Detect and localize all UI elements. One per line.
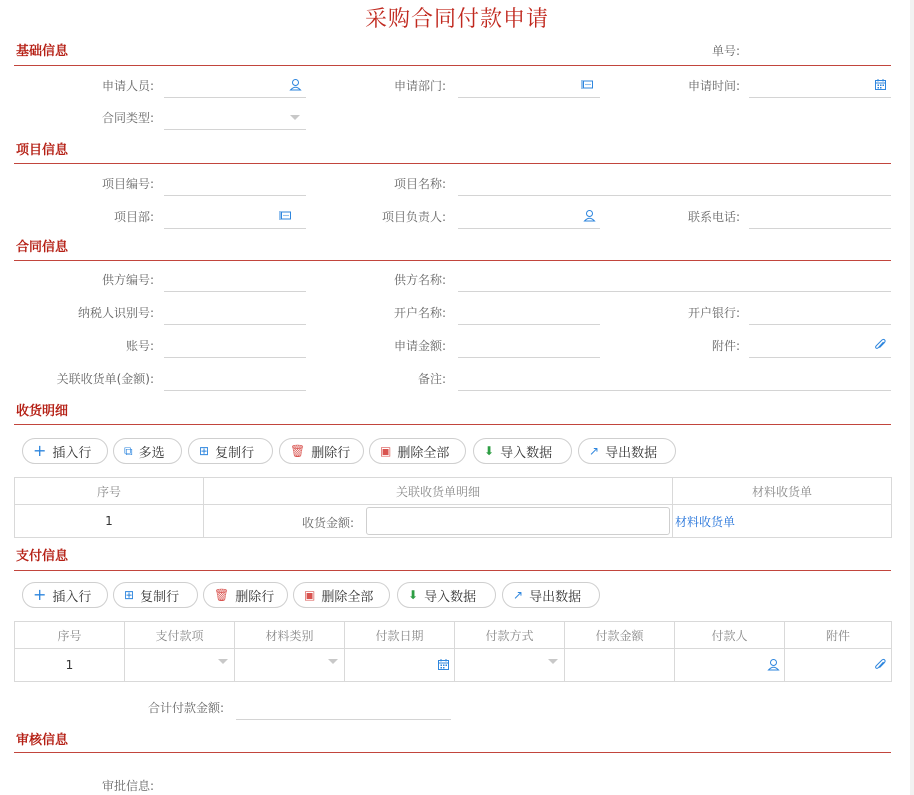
total-payment-label: 合计付款金额: [147,701,224,715]
material-receipt-link[interactable]: 材料收货单 [675,515,736,529]
org-picker-icon[interactable] [279,209,292,222]
project-code-field[interactable] [164,171,306,196]
amount-field[interactable] [458,333,600,358]
scrollbar[interactable] [910,0,914,795]
tax-id-label: 纳税人识别号: [77,306,154,320]
delete-all-icon: ▣ [304,588,316,602]
chevron-down-icon [218,659,228,664]
section-title-receipt: 收货明细 [16,404,69,419]
approval-label: 审批信息: [101,779,154,793]
payment-date-field[interactable] [345,649,455,682]
receipt-multi-select-button[interactable]: ⧉ 多选 [113,438,182,464]
remark-field[interactable] [458,366,891,391]
receipt-amount-input[interactable] [366,507,670,535]
copy-icon: ⊞ [124,588,135,602]
section-divider [14,260,891,261]
order-no-field[interactable] [749,38,891,62]
account-field[interactable] [164,333,306,358]
receipt-insert-row-button[interactable]: + 插入行 [22,438,108,464]
receipt-amount-label: 收货金额: [301,516,354,530]
column-header: 附件 [785,622,892,649]
org-picker-icon[interactable] [581,78,594,91]
trash-icon: 🗑︎ [290,444,306,458]
column-header: 支付款项 [125,622,235,649]
project-name-label: 项目名称: [393,177,446,191]
column-header: 付款方式 [455,622,565,649]
section-divider [14,570,891,571]
table-row [15,505,892,538]
chevron-down-icon [328,659,338,664]
material-category-select[interactable] [235,649,345,682]
row-index: 1 [15,649,125,682]
linked-receipt-field[interactable] [164,366,306,391]
payment-delete-all-button[interactable]: ▣ 删除全部 [293,582,390,608]
applicant-label: 申请人员: [101,79,154,93]
account-label: 账号: [125,339,154,353]
payment-delete-row-button[interactable]: 🗑︎ 删除行 [203,582,288,608]
receipt-table [14,477,892,538]
section-divider [14,752,891,753]
time-field[interactable] [749,73,891,98]
section-title-project: 项目信息 [16,143,69,158]
project-dept-field[interactable] [164,204,306,229]
column-header: 序号 [15,478,204,505]
export-icon: ↗ [513,588,524,602]
user-icon[interactable] [767,658,780,671]
supplier-name-label: 供方名称: [393,273,446,287]
table-header [15,622,892,649]
plus-icon: + [33,585,47,604]
calendar-icon[interactable] [437,658,450,671]
contract-type-select[interactable] [164,105,306,130]
payment-export-button[interactable]: ↗ 导出数据 [502,582,600,608]
paperclip-icon[interactable] [874,658,887,671]
project-manager-field[interactable] [458,204,600,229]
time-label: 申请时间: [687,79,740,93]
page-title: 采购合同付款申请 [364,7,549,32]
column-header: 付款人 [675,622,785,649]
project-code-label: 项目编号: [101,177,154,191]
remark-label: 备注: [417,372,446,386]
receipt-export-button[interactable]: ↗ 导出数据 [578,438,676,464]
account-name-field[interactable] [458,300,600,325]
section-title-basic: 基础信息 [16,44,69,59]
receipt-import-button[interactable]: ⬇ 导入数据 [473,438,572,464]
dept-field[interactable] [458,73,600,98]
column-header: 材料类别 [235,622,345,649]
payment-import-button[interactable]: ⬇ 导入数据 [397,582,496,608]
chevron-down-icon [548,659,558,664]
column-header: 关联收货单明细 [204,478,673,505]
applicant-field[interactable] [164,73,306,98]
section-divider [14,163,891,164]
receipt-copy-row-button[interactable]: ⊞ 复制行 [188,438,273,464]
payment-table [14,621,892,682]
project-dept-label: 项目部: [113,210,154,224]
copy-icon: ⊞ [199,444,210,458]
export-icon: ↗ [589,444,600,458]
supplier-code-field[interactable] [164,267,306,292]
receipt-link-cell [673,505,892,538]
user-icon[interactable] [583,209,596,222]
column-header: 付款金额 [565,622,675,649]
linked-receipt-label: 关联收货单(金额): [56,372,154,386]
column-header: 材料收货单 [673,478,892,505]
phone-label: 联系电话: [687,210,740,224]
receipt-amount-cell [204,505,673,538]
receipt-delete-row-button[interactable]: 🗑︎ 删除行 [279,438,364,464]
import-icon: ⬇ [408,588,419,602]
paperclip-icon[interactable] [874,338,887,351]
contract-type-label: 合同类型: [101,111,154,125]
order-no-label: 单号: [711,44,740,58]
dept-label: 申请部门: [393,79,446,93]
column-header: 序号 [15,622,125,649]
payment-item-select[interactable] [125,649,235,682]
calendar-icon[interactable] [874,78,887,91]
table-header [15,478,892,505]
section-title-payment: 支付信息 [16,549,69,564]
attachment-label: 附件: [711,339,740,353]
amount-label: 申请金额: [393,339,446,353]
attachment-field[interactable] [749,333,891,358]
table-row [15,649,892,682]
import-icon: ⬇ [484,444,495,458]
section-divider [14,424,891,425]
receipt-delete-all-button[interactable]: ▣ 删除全部 [369,438,466,464]
section-title-contract: 合同信息 [16,240,69,255]
payment-method-select[interactable] [455,649,565,682]
bank-field[interactable] [749,300,891,325]
section-divider [14,65,891,66]
bank-label: 开户银行: [687,306,740,320]
payer-field[interactable] [675,649,785,682]
trash-icon: 🗑︎ [214,588,230,602]
payment-insert-row-button[interactable]: + 插入行 [22,582,108,608]
payment-attachment-field[interactable] [785,649,892,682]
plus-icon: + [33,441,47,460]
multi-select-icon: ⧉ [124,444,133,458]
delete-all-icon: ▣ [380,444,392,458]
payment-copy-row-button[interactable]: ⊞ 复制行 [113,582,198,608]
chevron-down-icon [290,115,300,120]
row-index: 1 [15,505,204,538]
phone-field[interactable] [749,204,891,229]
payment-amount-field[interactable] [565,649,675,682]
total-payment-field[interactable] [236,695,451,720]
section-title-audit: 审核信息 [16,733,69,748]
tax-id-field[interactable] [164,300,306,325]
project-name-field[interactable] [458,171,891,196]
user-icon[interactable] [289,78,302,91]
supplier-code-label: 供方编号: [101,273,154,287]
supplier-name-field[interactable] [458,267,891,292]
project-manager-label: 项目负责人: [381,210,446,224]
column-header: 付款日期 [345,622,455,649]
account-name-label: 开户名称: [393,306,446,320]
